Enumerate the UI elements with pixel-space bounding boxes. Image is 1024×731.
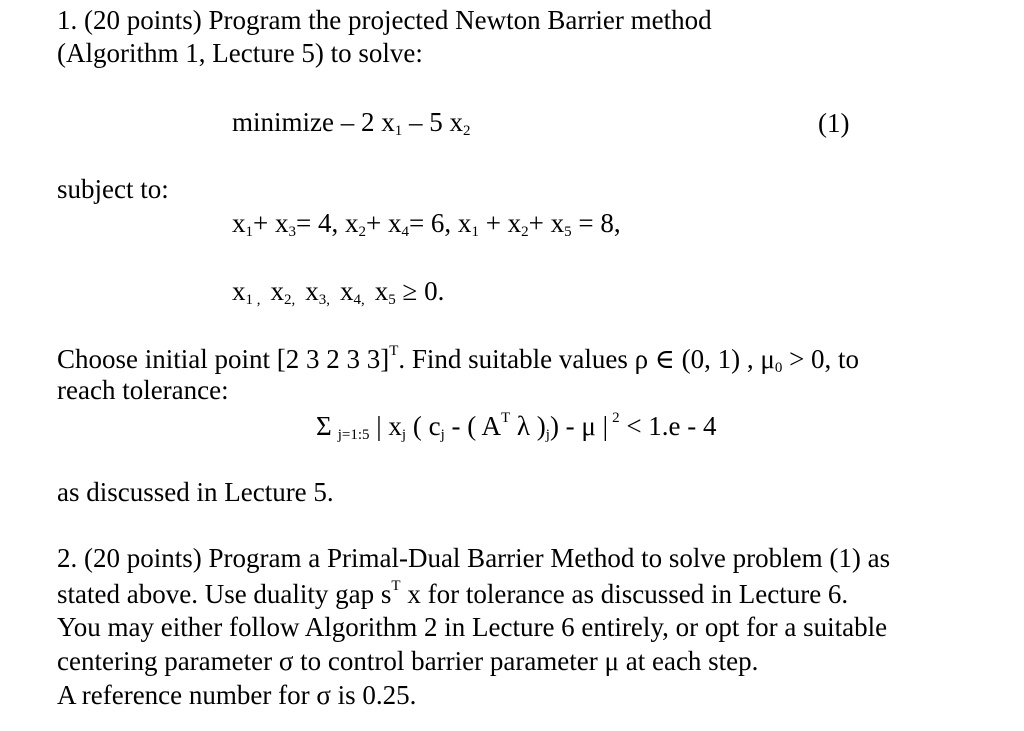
superscript: T <box>501 410 511 426</box>
subscript: 2 <box>462 123 471 139</box>
subscript: 2 <box>358 224 366 240</box>
subscript: 1 <box>471 224 479 240</box>
equality-constraints <box>232 210 621 240</box>
term: ≥ 0. <box>395 276 445 306</box>
term: = 6, x <box>408 208 472 238</box>
term: ) - μ | <box>549 411 609 441</box>
term: ( c <box>406 411 441 441</box>
objective-function <box>232 109 470 139</box>
text: > 0, to <box>782 344 860 374</box>
text: x for tolerance as discussed in Lecture 6. <box>400 579 849 609</box>
term: = 4, x <box>295 208 359 238</box>
subscript: 0 <box>774 360 783 376</box>
subscript: 4 <box>401 224 409 240</box>
superscript: T <box>391 578 401 594</box>
term: λ ) <box>510 411 546 441</box>
problem-2-line-4: centering parameter σ to control barrier parameter μ at each step. <box>57 646 759 676</box>
var: x <box>232 276 246 306</box>
subscript: 4, <box>353 292 365 308</box>
subscript: 2, <box>284 292 296 308</box>
subscript: 1 <box>245 224 253 240</box>
sum-symbol: Σ <box>316 411 332 441</box>
problem-2-line-5: A reference number for σ is 0.25. <box>57 680 417 710</box>
problem-1-title-line-2: (Algorithm 1, Lecture 5) to solve: <box>57 38 423 68</box>
problem-1-title-line: 1. (20 points) Program the projected Newton Barrier method <box>57 5 712 35</box>
nonnegativity-constraints <box>232 278 444 308</box>
term: = 8, <box>571 208 621 238</box>
term: | x <box>369 411 402 441</box>
superscript: T <box>389 343 399 359</box>
subscript: 3 <box>288 224 296 240</box>
subscript: 1 , <box>245 292 261 308</box>
var: x <box>340 276 354 306</box>
term: + x <box>365 208 402 238</box>
subscript: j <box>545 427 550 443</box>
problem-2-line-2 <box>57 579 848 608</box>
problem-2-line-1: 2. (20 points) Program a Primal-Dual Barrier Method to solve problem (1) as <box>57 543 891 573</box>
term: + x <box>528 208 565 238</box>
subscript: 1 <box>394 123 403 139</box>
text: Choose initial point [2 3 2 3 3] <box>57 344 390 374</box>
as-discussed-line: as discussed in Lecture 5. <box>57 477 334 507</box>
term: < 1.e - 4 <box>619 411 717 441</box>
var: x <box>270 276 284 306</box>
term: - ( A <box>444 411 501 441</box>
subscript: j <box>440 427 445 443</box>
subscript: 2 <box>521 224 529 240</box>
subscript: 5 <box>388 292 396 308</box>
var: x <box>305 276 319 306</box>
objective-text: minimize – 2 x <box>232 107 395 137</box>
term: + x <box>478 208 522 238</box>
var: x <box>232 208 246 238</box>
subscript: 3, <box>318 292 330 308</box>
term: + x <box>253 208 289 238</box>
text: stated above. Use duality gap s <box>57 579 392 609</box>
subscript: 5 <box>564 224 572 240</box>
initial-point-line <box>57 344 859 376</box>
tolerance-formula <box>316 411 717 443</box>
var: x <box>374 276 389 306</box>
problem-2-line-3: You may either follow Algorithm 2 in Lecture 6 entirely, or opt for a suitable <box>57 612 888 642</box>
equation-number: (1) <box>818 108 850 138</box>
subscript: j <box>401 427 407 443</box>
subscript: j=1:5 <box>337 427 370 443</box>
text: . Find suitable values ρ ∈ (0, 1) , μ <box>398 344 775 374</box>
objective-text: – 5 x <box>402 107 463 137</box>
superscript: 2 <box>612 410 620 426</box>
reach-tolerance-line: reach tolerance: <box>57 375 229 405</box>
subject-to-label: subject to: <box>57 174 169 204</box>
